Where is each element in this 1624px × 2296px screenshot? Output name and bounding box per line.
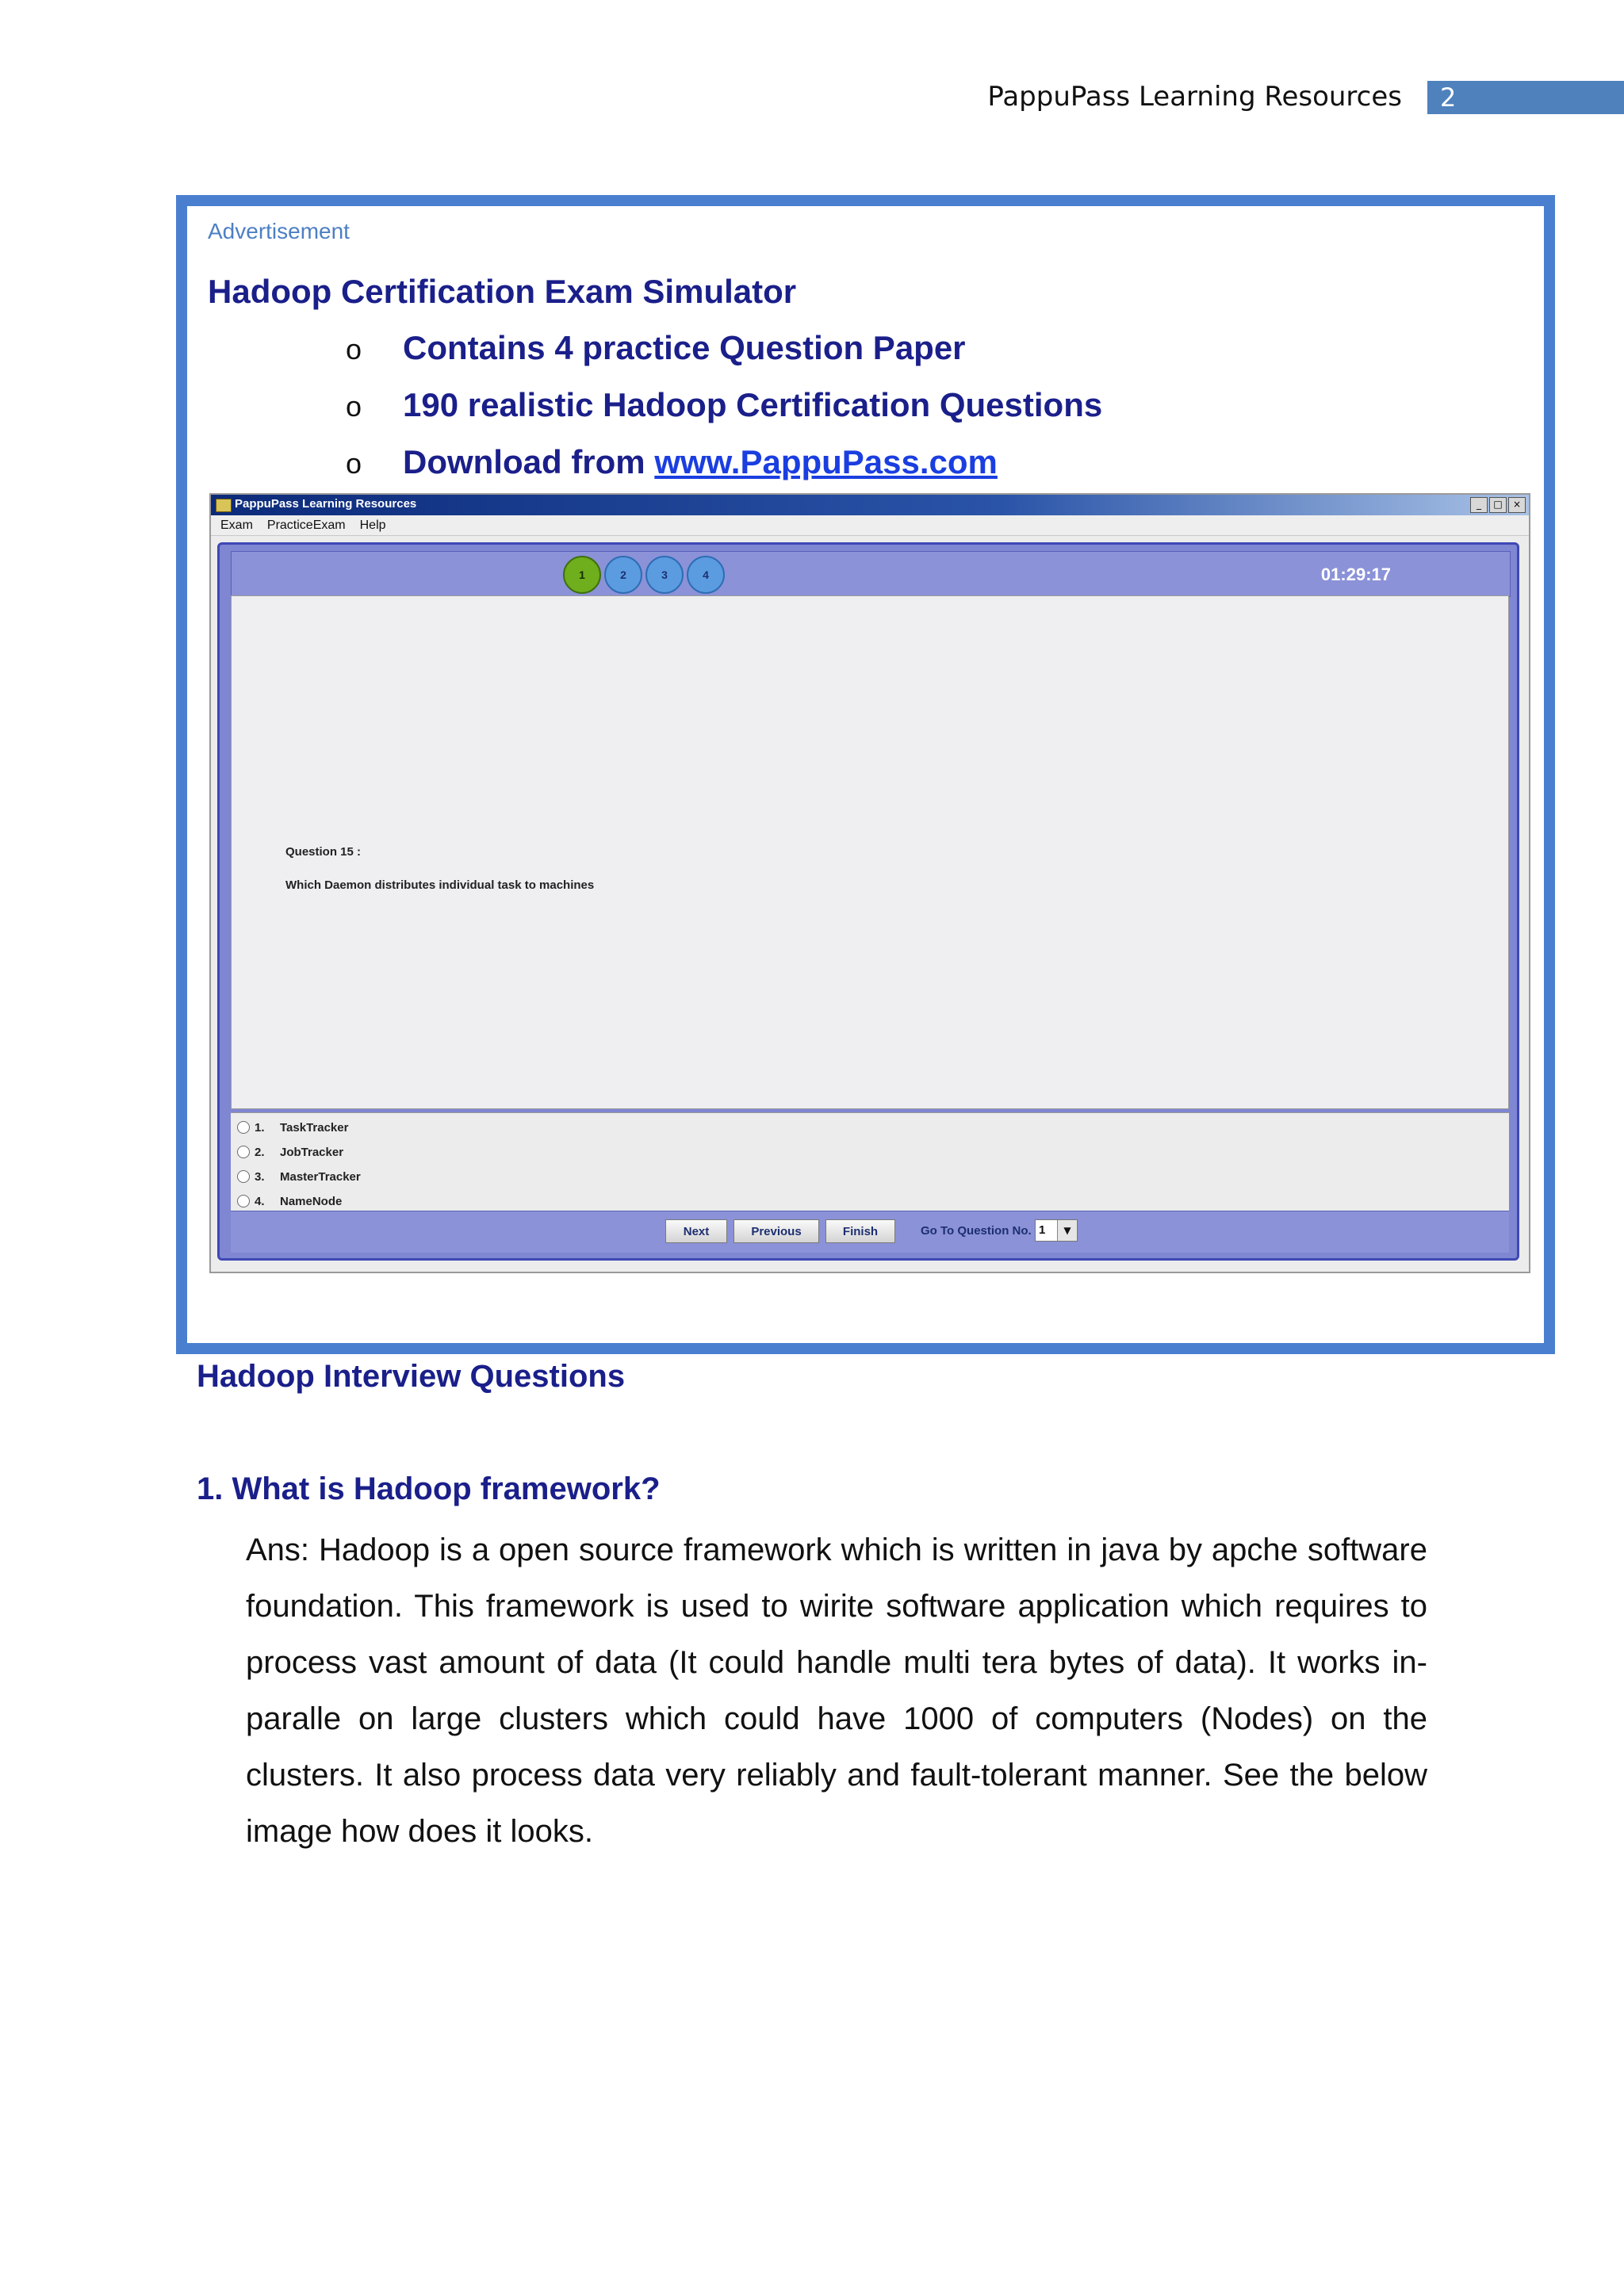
window-controls [1470, 497, 1526, 513]
bullet-icon: o [346, 447, 362, 480]
paper-button-1[interactable]: 1 [563, 556, 601, 594]
window-titlebar [211, 495, 1529, 515]
option-number: 3. [255, 1169, 265, 1184]
goto-value: 1 [1039, 1223, 1046, 1237]
bullet-icon: o [346, 333, 362, 365]
maximize-icon[interactable]: □ [1489, 497, 1507, 513]
app-icon [216, 499, 232, 512]
chevron-down-icon[interactable]: ▼ [1057, 1220, 1077, 1241]
question-number: Question 15 : [285, 845, 362, 859]
advertisement-bullets [346, 328, 1102, 499]
header-title: PappuPass Learning Resources [987, 81, 1402, 113]
question-area [231, 595, 1509, 1109]
paper-button-2[interactable]: 2 [604, 556, 642, 594]
download-link[interactable]: www.PappuPass.com [654, 443, 998, 480]
paper-button-3[interactable]: 3 [645, 556, 684, 594]
option-number: 2. [255, 1145, 265, 1159]
answer-text: Ans: Hadoop is a open source framework which is written in java by apche software foundation. This framework is used to wirite software application which requires to process vast amount of data (It could handle multi tera bytes of data). It works in-paralle on large clusters which could have 1000 of computers (Nodes) on the clusters. It also process data very reliably and fault-tolerant manner. See the below image how does it looks. [246, 1533, 1427, 1849]
answer-option[interactable] [237, 1190, 342, 1212]
finish-button[interactable]: Finish [825, 1219, 895, 1243]
option-label: NameNode [280, 1194, 343, 1208]
exam-panel [217, 542, 1519, 1261]
page-number: 2 [1440, 82, 1457, 113]
goto-question-select[interactable] [1035, 1219, 1078, 1242]
menu-help[interactable]: Help [359, 519, 386, 532]
question-text: Which Daemon distributes individual task to machines [285, 878, 595, 892]
bullet-icon: o [346, 390, 362, 423]
question-heading: 1. What is Hadoop framework? [197, 1471, 661, 1506]
menu-exam[interactable]: Exam [220, 519, 253, 532]
option-label: MasterTracker [280, 1169, 361, 1184]
close-icon[interactable]: × [1508, 497, 1526, 513]
advertisement-box [176, 195, 1555, 1354]
radio-icon[interactable] [237, 1121, 250, 1134]
answer-options [231, 1112, 1509, 1211]
bullet-text: Contains 4 practice Question Paper [403, 329, 966, 366]
option-label: TaskTracker [280, 1120, 349, 1135]
navigation-bar [231, 1211, 1509, 1253]
minimize-icon[interactable]: _ [1470, 497, 1488, 513]
previous-button[interactable]: Previous [733, 1219, 819, 1243]
menu-bar [211, 515, 1529, 536]
simulator-window [209, 493, 1530, 1273]
download-prefix: Download from [403, 443, 645, 480]
answer-option[interactable] [237, 1141, 343, 1163]
radio-icon[interactable] [237, 1146, 250, 1158]
bullet-item [346, 385, 1102, 442]
next-button[interactable]: Next [665, 1219, 727, 1243]
paper-button-4[interactable]: 4 [687, 556, 725, 594]
bullet-text: 190 realistic Hadoop Certification Questions [403, 386, 1103, 423]
bullet-item [346, 328, 1102, 385]
answer-option[interactable] [237, 1165, 361, 1188]
option-label: JobTracker [280, 1145, 344, 1159]
page-header [987, 78, 1624, 117]
advertisement-title: Hadoop Certification Exam Simulator [208, 273, 797, 310]
page-number-bar [1427, 81, 1624, 114]
window-title: PappuPass Learning Resources [235, 497, 417, 511]
goto-label: Go To Question No. [921, 1224, 1032, 1238]
section-heading: Hadoop Interview Questions [197, 1359, 626, 1394]
option-number: 4. [255, 1194, 265, 1208]
menu-practice-exam[interactable]: PracticeExam [266, 519, 346, 532]
exam-timer: 01:29:17 [1320, 564, 1391, 584]
answer-option[interactable] [237, 1116, 348, 1138]
advertisement-label: Advertisement [208, 219, 350, 243]
radio-icon[interactable] [237, 1170, 250, 1183]
option-number: 1. [255, 1120, 265, 1135]
radio-icon[interactable] [237, 1195, 250, 1207]
paper-selector-bar [231, 551, 1511, 597]
bullet-item [346, 442, 1102, 499]
